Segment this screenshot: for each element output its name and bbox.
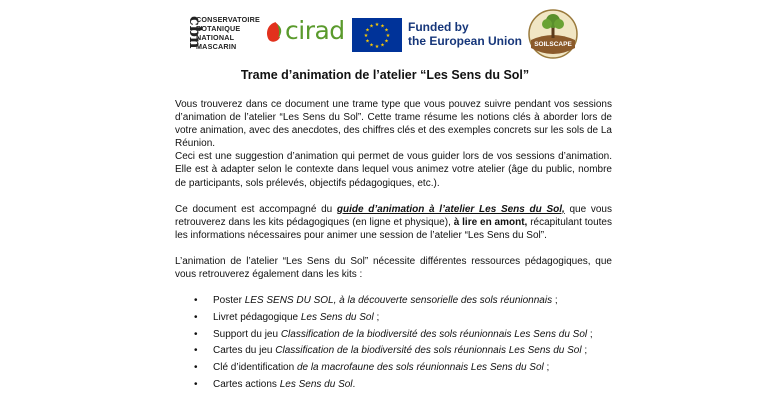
item-italic: Classification de la biodiversité des sols réunionnais Les Sens du Sol xyxy=(275,345,582,357)
bullet-icon: • xyxy=(194,295,198,307)
document-body xyxy=(175,98,612,394)
bullet-icon: • xyxy=(194,345,198,357)
svg-text:★: ★ xyxy=(374,22,380,28)
guide-text-after: récapitulant toutes les informations nécessaires pour animer une session de l’atelier “Les Sens du Sol”. xyxy=(175,216,612,241)
soilscape-logo xyxy=(528,8,578,62)
bullet-icon: • xyxy=(194,361,198,373)
bullet-icon: • xyxy=(194,328,198,340)
item-text: Livret pédagogique xyxy=(213,311,301,323)
bullet-icon: • xyxy=(194,378,198,390)
cbn-mark-text: cbn xyxy=(186,16,205,49)
list-item xyxy=(175,311,612,324)
cbn-mark-icon xyxy=(176,14,205,52)
eu-line-1: Funded by xyxy=(408,20,469,34)
cbn-line-4: MASCARIN xyxy=(196,42,237,51)
item-italic: Les Sens du Sol xyxy=(279,378,353,390)
cbn-line-3: NATIONAL xyxy=(196,33,235,42)
eu-funding-logo xyxy=(352,18,524,52)
svg-text:★: ★ xyxy=(374,44,380,50)
document-title: Trame d’animation de l’atelier “Les Sens du Sol” xyxy=(240,68,530,82)
item-end: ; xyxy=(552,295,558,307)
bullet-icon: • xyxy=(194,311,198,323)
guide-text-bold: à lire en amont, xyxy=(453,216,528,228)
item-text: Cartes actions xyxy=(213,378,280,390)
cbn-logo xyxy=(176,14,258,52)
svg-text:★: ★ xyxy=(369,23,374,30)
cbn-line-2: BOTANIQUE xyxy=(196,24,241,33)
cbn-line-1: CONSERVATOIRE xyxy=(196,15,260,24)
list-item xyxy=(175,328,612,341)
eu-flag-icon xyxy=(352,18,402,52)
svg-text:★: ★ xyxy=(369,42,374,49)
eu-funding-text xyxy=(408,20,522,48)
list-item xyxy=(175,344,612,357)
svg-text:★: ★ xyxy=(385,33,391,39)
list-item xyxy=(175,294,612,307)
resources-intro-paragraph: L’animation de l’atelier “Les Sens du Sol” nécessite différentes ressources pédagogiques, que vous retrouverez également dans les kits : xyxy=(175,255,612,281)
item-text: Support du jeu xyxy=(213,328,281,340)
item-text: Clé d’identification xyxy=(213,361,297,373)
list-item xyxy=(175,361,612,374)
item-italic: Les Sens du Sol xyxy=(300,311,374,323)
svg-text:★: ★ xyxy=(380,42,385,49)
item-italic: de la macrofaune des sols réunionnais Les Sens du Sol xyxy=(296,361,544,373)
item-end: ; xyxy=(373,311,380,323)
item-text: Cartes du jeu xyxy=(213,345,276,357)
intro-paragraph: Vous trouverez dans ce document une trame type que vous pouvez suivre pendant vos sessions d’animation de l’atelier “Les Sens du Sol”. Cette trame résume les notions clés à aborder lors de votre animation, avec des anecdotes, des chiffres clés et des exemples concrets sur les sols de La Réunion. xyxy=(175,99,612,150)
item-end: ; xyxy=(581,345,588,357)
cbn-wordmark xyxy=(196,15,260,51)
svg-text:★: ★ xyxy=(380,23,385,30)
cirad-wordmark: cirad xyxy=(285,16,345,45)
cirad-leaf-icon xyxy=(264,20,286,44)
soilscape-wordmark: SOILSCAPE xyxy=(534,41,572,48)
guide-link[interactable]: guide d’animation à l’atelier Les Sens du Sol, xyxy=(336,203,565,215)
cirad-logo xyxy=(264,16,345,48)
logo-band xyxy=(0,6,770,62)
svg-text:★: ★ xyxy=(365,27,370,34)
item-italic: LES SENS DU SOL, à la découverte sensorielle des sols réunionnais xyxy=(244,295,553,307)
item-end: . xyxy=(352,378,356,390)
svg-text:★: ★ xyxy=(365,38,370,45)
item-end: ; xyxy=(587,328,593,340)
eu-line-2: the European Union xyxy=(408,34,522,48)
suggestion-paragraph: Ceci est une suggestion d’animation qui permet de vous guider lors de vos sessions d’animation. Elle est à adapter selon le contexte dans lequel vous animez votre atelier (âge du public, nombre de participants, sols prélevés, objectifs pédagogiques, etc.). xyxy=(175,151,612,189)
resources-list xyxy=(175,294,612,391)
svg-text:★: ★ xyxy=(384,27,389,34)
item-italic: Classification de la biodiversité des sols réunionnais Les Sens du Sol xyxy=(280,328,588,340)
svg-text:★: ★ xyxy=(384,38,389,45)
item-text: Poster xyxy=(213,295,245,307)
guide-paragraph xyxy=(175,203,612,242)
guide-text-middle: que vous retrouverez dans les kits pédagogiques (en ligne et physique), xyxy=(175,203,612,228)
svg-text:★: ★ xyxy=(363,33,369,39)
guide-text-before: Ce document est accompagné du xyxy=(175,203,337,215)
item-end: ; xyxy=(543,361,550,373)
list-item xyxy=(175,378,612,391)
